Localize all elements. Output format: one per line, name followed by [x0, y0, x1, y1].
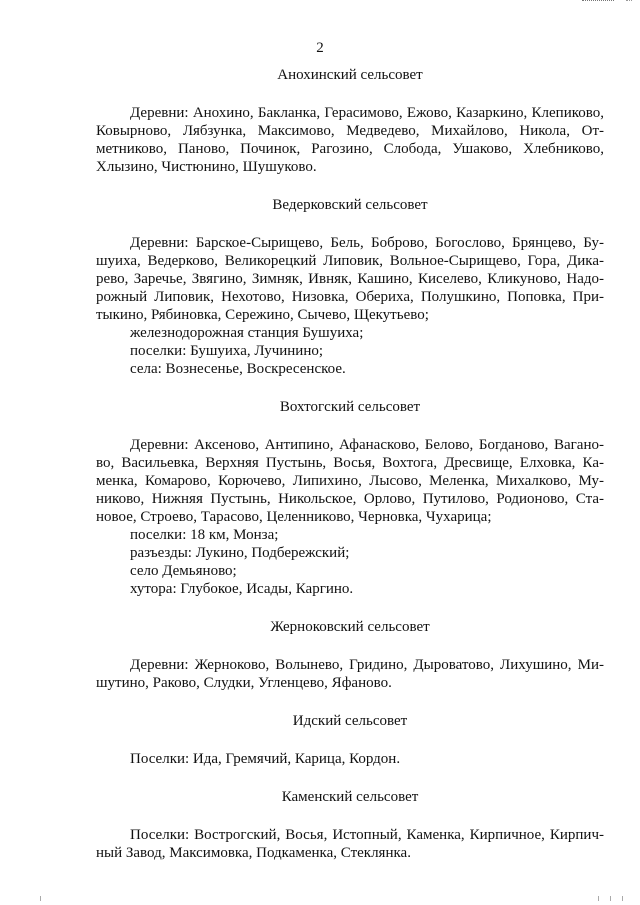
section-title: Жерноковский сельсовет — [270, 619, 430, 635]
section-anokhinsky — [96, 66, 604, 176]
document-body — [96, 66, 604, 862]
section-subline: села: Вознесенье, Воскресенское. — [130, 361, 346, 377]
section-paragraph: Деревни: Барское-Сырищево, Бель, Боброво, Богослово, Брянцево, Бушуиха, Ведерково, Великорецкий Липовик, Вольное-Сырищево, Гора, Дикарево, Заречье, Звягино, Зимняк, Ивняк, Кашино, Киселево, Кликуново, Надорожный Липовик, Нехотово, Низовка, Обериха, Полушкино, Поповка, Притыкино, Рябиновка, Сережино, Сычево, Щекутьево; — [96, 235, 604, 323]
section-paragraph: Деревни: Аксеново, Антипино, Афанасково, Белово, Богданово, Ваганово, Васильевка, Верхняя Пустынь, Восья, Вохтога, Дресвище, Елховка, Каменка, Комарово, Корючево, Липихино, Лысово, Меленка, Михалково, Муниково, Нижняя Пустынь, Никольское, Орлово, Путилово, Родионово, Становое, Строево, Тарасово, Целенниково, Черновка, Чухарица; — [96, 437, 604, 525]
section-vederkovsky — [96, 196, 604, 378]
section-subline: поселки: Бушуиха, Лучинино; — [130, 343, 324, 359]
section-paragraph: Деревни: Анохино, Бакланка, Герасимово, Ежово, Казаркино, Клепиково, Ковырново, Лябзунка, Максимово, Медведево, Михайлово, Никола, Отметниково, Паново, Починок, Рагозино, Слобода, Ушаково, Хлебниково, Хлызино, Чистюнино, Шушуково. — [96, 105, 604, 175]
section-title: Каменский сельсовет — [281, 789, 419, 805]
section-subline: хутора: Глубокое, Исады, Каргино. — [130, 581, 354, 597]
section-paragraph: Поселки: Ида, Гремячий, Карица, Кордон. — [130, 751, 401, 767]
section-paragraph: Деревни: Жерноково, Волынево, Гридино, Дыроватово, Лихушино, Мишутино, Раково, Слудки, Угленцево, Яфаново. — [96, 657, 604, 691]
section-title: Идский сельсовет — [292, 713, 408, 729]
section-kamensky — [96, 788, 604, 862]
scan-marks-bottom — [0, 895, 640, 901]
section-idsky — [96, 712, 604, 768]
section-subline: село Демьяново; — [130, 563, 237, 579]
page-number: 2 — [316, 40, 324, 56]
section-paragraph: Поселки: Вострогский, Восья, Истопный, Каменка, Кирпичное, Кирпичный Завод, Максимовка, Подкаменка, Стеклянка. — [96, 827, 604, 861]
section-subline: разъезды: Лукино, Подбережский; — [130, 545, 350, 561]
section-vokhtogsky — [96, 398, 604, 598]
scan-mark-top — [582, 0, 614, 3]
section-title: Анохинский сельсовет — [277, 67, 423, 83]
section-title: Вохтогский сельсовет — [279, 399, 421, 415]
scan-mark-top-small — [626, 0, 632, 3]
section-title: Ведерковский сельсовет — [272, 197, 428, 213]
section-zhernokovsky — [96, 618, 604, 692]
section-subline: железнодорожная станция Бушуиха; — [130, 325, 364, 341]
section-subline: поселки: 18 км, Монза; — [130, 527, 279, 543]
